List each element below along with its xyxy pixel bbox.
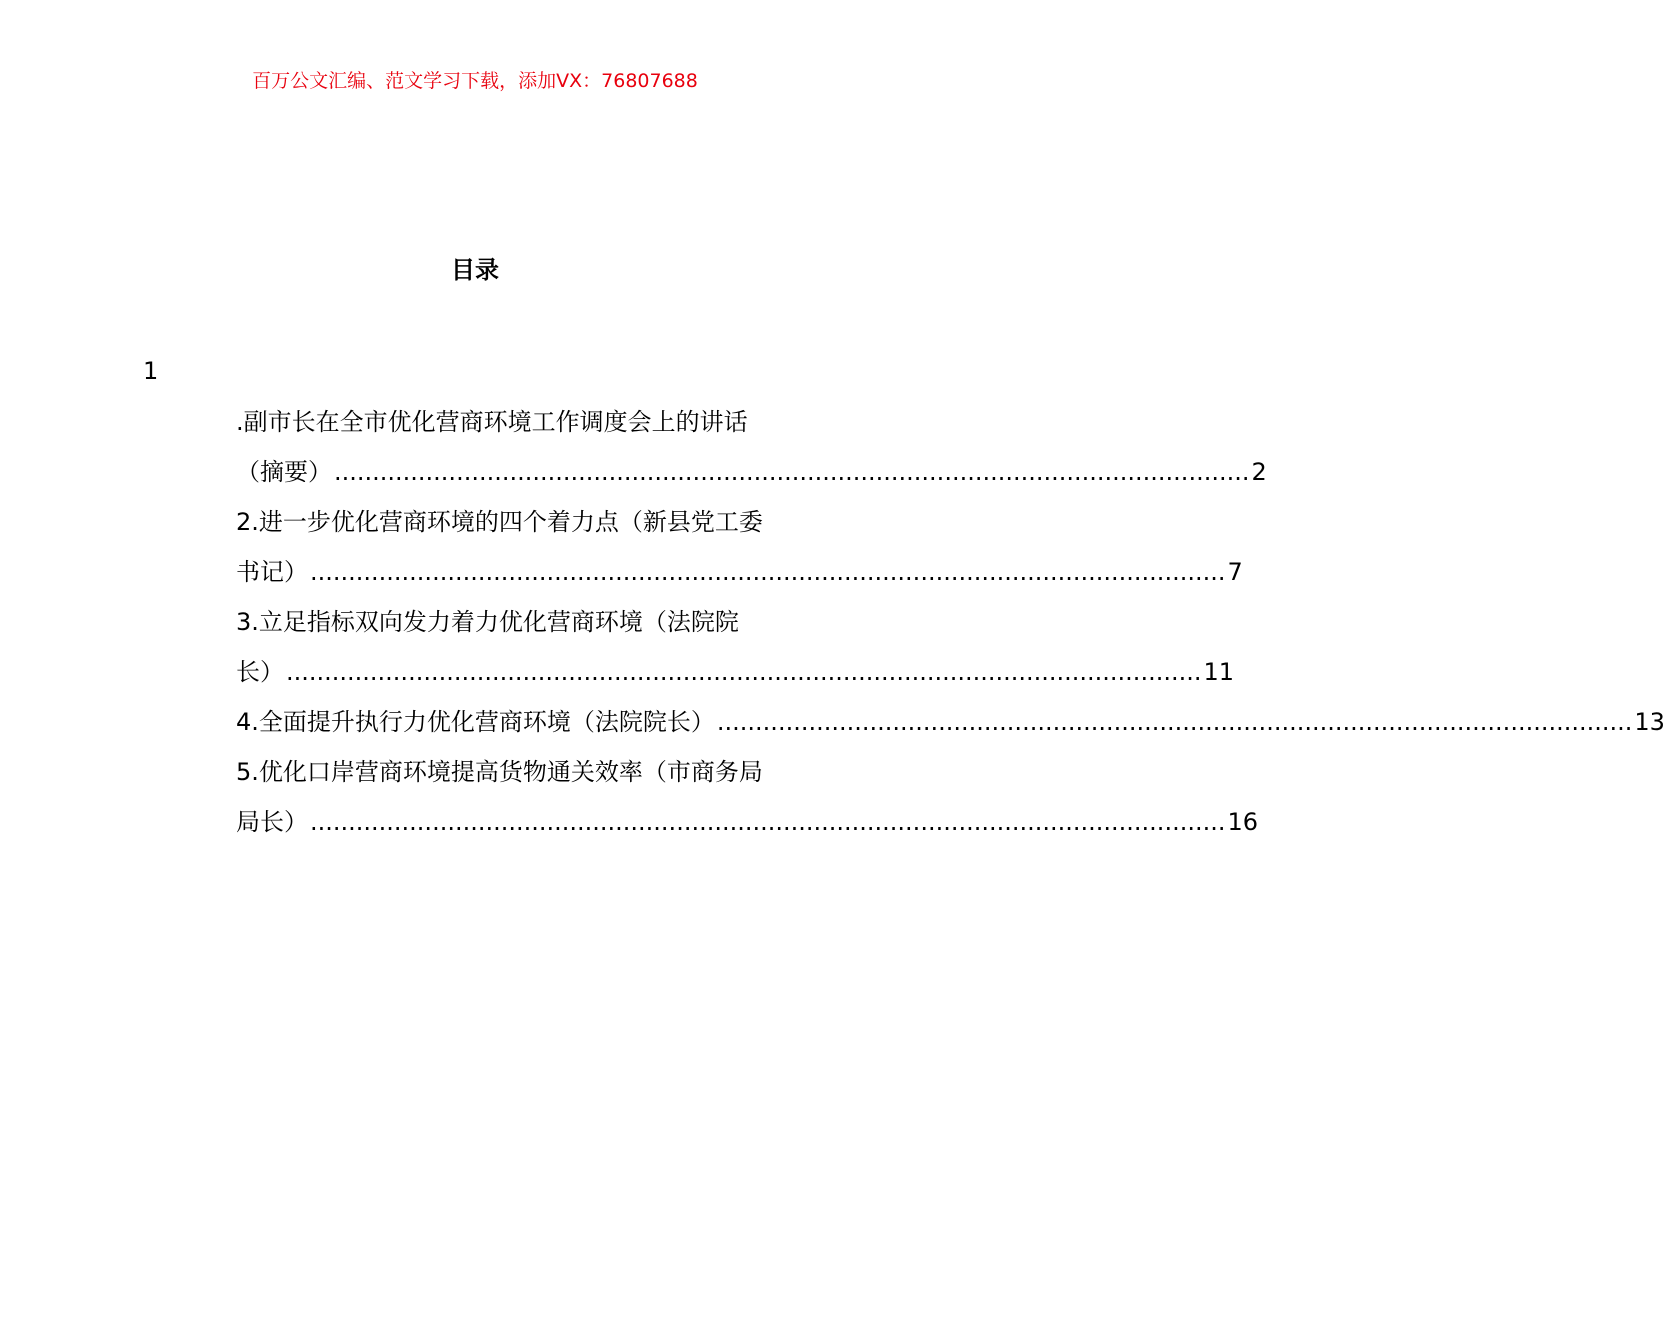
toc-entry-title-line: 书记） — [236, 558, 308, 586]
toc-entry-4[interactable] — [236, 697, 1665, 747]
toc-page-number: 11 — [1203, 658, 1235, 686]
table-of-contents — [236, 397, 1665, 847]
dot-leader: ........................................................................................................................ — [716, 708, 1633, 736]
toc-page-number: 2 — [1251, 458, 1267, 486]
toc-entry-title-line: 3.立足指标双向发力着力优化营商环境（法院院 — [236, 608, 739, 636]
toc-page-number: 16 — [1227, 808, 1259, 836]
toc-entry-title-line: 长） — [236, 658, 284, 686]
toc-entry-1[interactable] — [236, 397, 1267, 497]
dot-leader: ........................................................................................................................ — [334, 458, 1250, 486]
toc-page-number: 13 — [1634, 708, 1665, 736]
toc-entry-title-line: 5.优化口岸营商环境提高货物通关效率（市商务局 — [236, 758, 763, 786]
toc-entry-2[interactable] — [236, 497, 1243, 597]
header-note: 百万公文汇编、范文学习下载，添加VX：76807688 — [252, 70, 698, 92]
toc-entry-title-line: 2.进一步优化营商环境的四个着力点（新县党工委 — [236, 508, 763, 536]
dot-leader: ........................................................................................................................ — [286, 658, 1202, 686]
toc-entry-title-line: 4.全面提升执行力优化营商环境（法院院长） — [236, 708, 715, 736]
toc-entry-3[interactable] — [236, 597, 1235, 697]
toc-page-number: 7 — [1227, 558, 1243, 586]
toc-entry-5[interactable] — [236, 747, 1259, 847]
dot-leader: ........................................................................................................................ — [310, 558, 1226, 586]
toc-entry-title-line: 局长） — [236, 808, 308, 836]
toc-number: 1 — [143, 357, 159, 385]
page-title: 目录 — [451, 256, 499, 284]
toc-entry-title-line: .副市长在全市优化营商环境工作调度会上的讲话 — [236, 408, 748, 436]
dot-leader: ........................................................................................................................ — [310, 808, 1226, 836]
toc-entry-title-line: （摘要） — [236, 458, 332, 486]
